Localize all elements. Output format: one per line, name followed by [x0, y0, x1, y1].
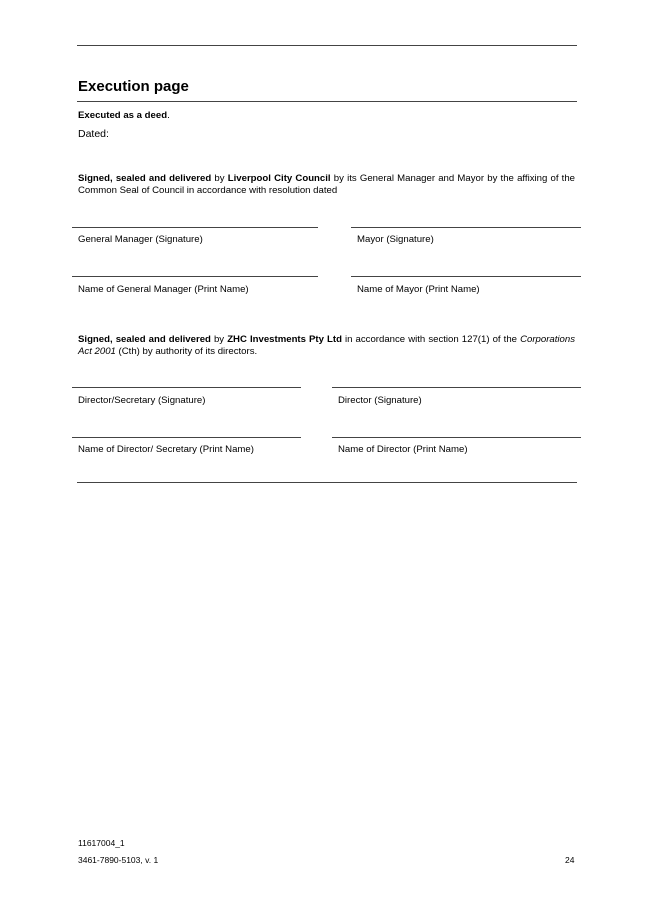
company-execution-clause [78, 334, 575, 358]
council-by: by [211, 173, 228, 184]
director-signature-line [332, 387, 581, 388]
company-name: ZHC Investments Pty Ltd [227, 334, 342, 345]
company-clause-end: (Cth) by authority of its directors. [115, 346, 258, 357]
secretary-signature-label: Director/Secretary (Signature) [78, 395, 206, 406]
executed-statement [78, 110, 170, 122]
company-by: by [210, 334, 228, 345]
secretary-name-label: Name of Director/ Secretary (Print Name) [78, 444, 254, 455]
director-name-label: Name of Director (Print Name) [338, 444, 468, 455]
secretary-signature-line [72, 387, 301, 388]
secretary-name-line [72, 437, 301, 438]
executed-period: . [167, 110, 170, 121]
mayor-signature-label: Mayor (Signature) [357, 234, 434, 245]
gm-name-label: Name of General Manager (Print Name) [78, 284, 249, 295]
dated-label: Dated: [78, 128, 109, 140]
top-rule [77, 45, 577, 46]
company-clause-text: in accordance with section 127(1) of the [341, 334, 521, 345]
page-title: Execution page [78, 78, 189, 95]
gm-signature-label: General Manager (Signature) [78, 234, 203, 245]
mayor-signature-line [351, 227, 581, 228]
page-number: 24 [565, 855, 575, 865]
title-underline [77, 101, 577, 102]
company-signed-phrase: Signed, sealed and delivered [78, 334, 211, 345]
director-signature-label: Director (Signature) [338, 395, 422, 406]
council-clause-text: by its General Manager and Mayor by the affixing of the Common Seal of Council in accordance with resolution dated [78, 173, 575, 196]
closing-rule [77, 482, 577, 483]
council-execution-clause [78, 173, 575, 197]
council-name: Liverpool City Council [227, 173, 331, 184]
footer-doc-id: 3461-7890-5103, v. 1 [78, 855, 159, 865]
mayor-name-line [351, 276, 581, 277]
act-name: Corporations Act 2001 [78, 334, 576, 357]
gm-name-line [72, 276, 318, 277]
council-signed-phrase: Signed, sealed and delivered [78, 173, 212, 184]
mayor-name-label: Name of Mayor (Print Name) [357, 284, 480, 295]
gm-signature-line [72, 227, 318, 228]
director-name-line [332, 437, 581, 438]
footer-doc-ref: 11617004_1 [78, 838, 125, 848]
executed-intro: Executed as a deed [78, 110, 168, 121]
